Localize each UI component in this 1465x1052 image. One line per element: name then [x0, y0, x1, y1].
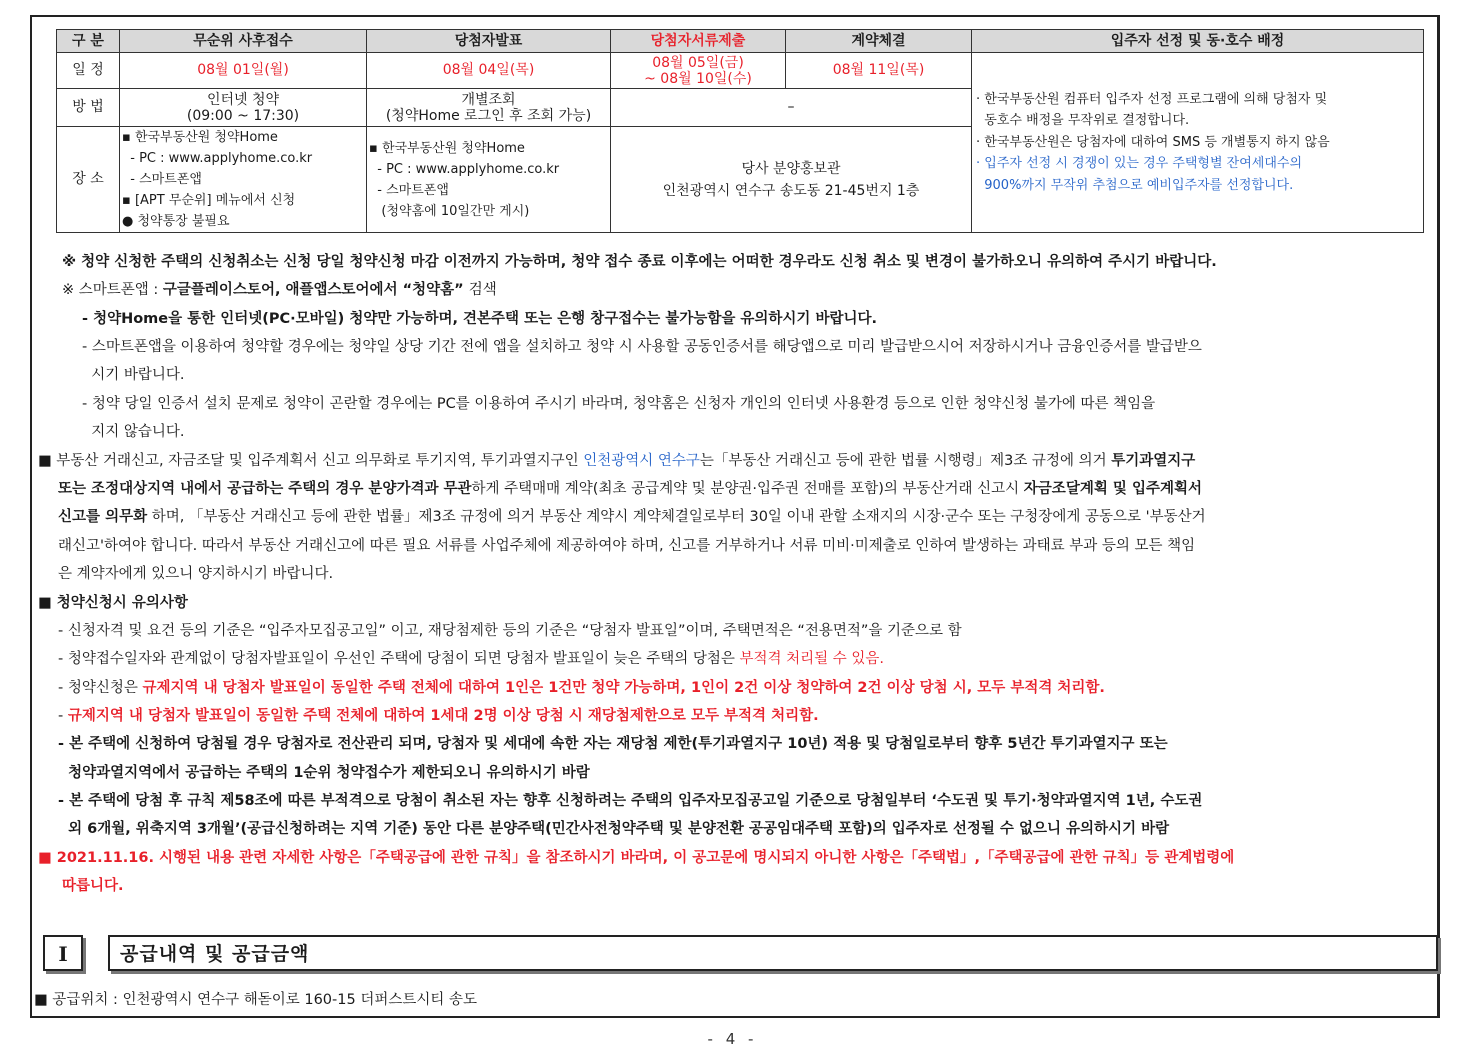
place1-line-1: ▪ 한국부동산원 청약Home — [122, 130, 278, 145]
note-app-install-cont: 시기 바랍니다. — [82, 367, 185, 383]
para-report-3a: 신고를 의무화 — [58, 509, 148, 525]
para-report-2b: 하게 주택매매 계약(최초 공급계약 및 분양권·입주권 전매를 포함)의 부동산거래 신고시 — [471, 481, 1024, 497]
method-unranked — [120, 89, 367, 127]
place-announcement — [367, 127, 611, 233]
header-unranked-application: 무순위 사후접수 — [120, 30, 367, 53]
note-household-rule — [58, 704, 819, 725]
note-smartphone-stores: 구글플레이스토어, 애플앱스토어에서 “청약홈” — [162, 282, 469, 298]
note-priority-warning: 부적격 처리될 수 있음. — [739, 651, 884, 667]
header-category: 구 분 — [57, 30, 120, 53]
assignment-line-3: · 한국부동산원은 당첨자에 대하여 SMS 등 개별통지 하지 않음 — [976, 134, 1330, 150]
heading-application-notes: ■ 청약신청시 유의사항 — [38, 595, 188, 611]
date-unranked: 08월 01일(월) — [120, 53, 367, 89]
method-dash: – — [611, 89, 972, 127]
para-report-line-1 — [38, 449, 1195, 470]
date-documents — [611, 53, 786, 89]
assignment-line-4: · 입주자 선정 시 경쟁이 있는 경우 주택형별 잔여세대수의 — [976, 156, 1303, 172]
place-unranked — [120, 127, 367, 233]
schedule-date-row — [57, 53, 1424, 89]
section-title: 공급내역 및 공급금액 — [108, 935, 1438, 971]
para-report-line-5: 은 계약자에게 있으니 양지하시기 바랍니다. — [58, 566, 334, 582]
note-rewin-limit: - 본 주택에 신청하여 당첨될 경우 당첨자로 전산관리 되며, 당첨자 및 세대에 속한 자는 재당첨 제한(투기과열지구 10년) 적용 및 당첨일로부터 향후 5년간 투기과열지구 또는 — [58, 736, 1168, 752]
place1-line-3: - 스마트폰앱 — [122, 172, 202, 187]
header-assignment: 입주자 선정 및 동·호수 배정 — [972, 30, 1424, 53]
place-office-address: 인천광역시 연수구 송도동 21-45번지 1층 — [662, 182, 920, 199]
note-criteria: - 신청자격 및 요건 등의 기준은 “입주자모집공고일” 이고, 재당첨제한 등의 기준은 “당첨자 발표일”이며, 주택면적은 “전용면적”을 기준으로 함 — [58, 623, 962, 639]
place-office-name: 당사 분양홍보관 — [741, 160, 841, 177]
para-regulation: ■ 2021.11.16. 시행된 내용 관련 자세한 사항은「주택공급에 관한 규칙」을 참조하시기 바라며, 이 공고문에 명시되지 아니한 사항은「주택법」,「주택공급에 관한 규칙」등 관계법령에 — [38, 850, 1235, 866]
place1-line-4: ▪ [APT 무순위] 메뉴에서 신청 — [122, 193, 296, 208]
method-login: (청약Home 로그인 후 조회 가능) — [385, 107, 592, 124]
date-announcement: 08월 04일(목) — [367, 53, 611, 89]
note-certificate-cont: 지지 않습니다. — [82, 424, 185, 440]
row-label-place: 장 소 — [57, 127, 120, 233]
method-announcement — [367, 89, 611, 127]
note-smartphone-label: ※ 스마트폰앱 : — [62, 282, 163, 298]
note-smartphone — [62, 278, 497, 299]
section-heading — [43, 935, 1440, 973]
page-number: - 4 - — [707, 1030, 758, 1048]
note-household-text: 규제지역 내 당첨자 발표일이 동일한 주택 전체에 대하여 1세대 2명 이상 당첨 시 재당첨제한으로 모두 부적격 처리함. — [67, 708, 819, 724]
note-disqualification: - 본 주택에 당첨 후 규칙 제58조에 따른 부적격으로 당첨이 취소된 자는 향후 신청하려는 주택의 입주자모집공고일 기준으로 당첨일부터 ‘수도권 및 투기·청약과열지역 1년, 수도권 — [58, 793, 1203, 809]
section-number: I — [43, 935, 83, 971]
note-cancellation: ※ 청약 신청한 주택의 신청취소는 신청 당일 청약신청 마감 이전까지 가능하며, 청약 접수 종료 이후에는 어떠한 경우라도 신청 취소 및 변경이 불가하오니 유의하여 주시기 바랍니다. — [62, 254, 1217, 270]
note-priority — [58, 647, 884, 668]
para-report-2c: 자금조달계획 및 입주계획서 — [1023, 481, 1202, 497]
para-regulation-cont: 따릅니다. — [62, 878, 124, 894]
place1-line-5: ● 청약통장 불필요 — [122, 214, 230, 229]
note-certificate: - 청약 당일 인증서 설치 문제로 청약이 곤란할 경우에는 PC를 이용하여 주시기 바라며, 청약홈은 신청자 개인의 인터넷 사용환경 등으로 인한 청약신청 불가에 따른 책임을 — [82, 396, 1156, 412]
note-priority-text: - 청약접수일자와 관계없이 당첨자발표일이 우선인 주택에 당첨이 되면 당첨자 발표일이 늦은 주택의 당첨은 — [58, 651, 740, 667]
place-office — [611, 127, 972, 233]
note-rewin-limit-cont: 청약과열지역에서 공급하는 주택의 1순위 청약접수가 제한되오니 유의하시기 바람 — [58, 765, 590, 781]
place2-line-2: - PC : www.applyhome.co.kr — [369, 161, 560, 177]
para-report-line-2 — [58, 477, 1202, 498]
para-report-region: 인천광역시 연수구 — [583, 453, 700, 469]
note-internet-only: - 청약Home을 통한 인터넷(PC·모바일) 청약만 가능하며, 견본주택 또는 은행 창구접수는 불가능함을 유의하시기 바랍니다. — [82, 311, 877, 327]
para-report-line-3 — [58, 505, 1206, 526]
schedule-table — [56, 29, 1424, 233]
assignment-line-5: 900%까지 무작위 추첨으로 예비입주자를 선정합니다. — [976, 177, 1294, 193]
assignment-cell — [972, 53, 1424, 233]
assignment-line-1: · 한국부동산원 컴퓨터 입주자 선정 프로그램에 의해 당첨자 및 — [976, 91, 1328, 107]
note-disqualification-cont: 외 6개월, 위축지역 3개월’(공급신청하려는 지역 기준) 동안 다른 분양주택(민간사전청약주택 및 분양전환 공공임대주택 포함)의 입주자로 선정될 수 없으니 유의하시기 바람 — [58, 821, 1170, 837]
para-report-1c: 는「부동산 거래신고 등에 관한 법률 시행령」제3조 규정에 의거 — [699, 453, 1112, 469]
date-documents-start: 08월 05일(금) — [652, 54, 744, 71]
assignment-line-2: 동호수 배정을 무작위로 결정합니다. — [976, 113, 1190, 129]
note-household-prefix: - — [58, 708, 68, 724]
para-report-line-4: 래신고'하여야 합니다. 따라서 부동산 거래신고에 따른 필요 서류를 사업주체에 제공하여야 하며, 신고를 거부하거나 서류 미비·미제출로 인하여 발생하는 과태료 부과 등의 모든 책임 — [58, 538, 1196, 554]
place2-line-3: - 스마트폰앱 — [369, 182, 449, 198]
place2-line-4: (청약홈에 10일간만 게시) — [369, 203, 530, 219]
note-app-install: - 스마트폰앱을 이용하여 청약할 경우에는 청약일 상당 기간 전에 앱을 설치하고 청약 시 사용할 공동인증서를 해당앱으로 미리 발급받으시어 저장하시거나 금융인증서를 발급받으 — [82, 339, 1202, 355]
date-documents-end: ~ 08월 10일(수) — [644, 70, 752, 87]
row-label-date: 일 정 — [57, 53, 120, 89]
header-contract: 계약체결 — [786, 30, 972, 53]
para-report-1a: ■ 부동산 거래신고, 자금조달 및 입주계획서 신고 의무화로 투기지역, 투기과열지구인 — [38, 453, 584, 469]
place1-line-2: - PC : www.applyhome.co.kr — [122, 151, 313, 166]
para-report-3b: 하며, 「부동산 거래신고 등에 관한 법률」제3조 규정에 의거 부동산 계약시 계약체결일로부터 30일 이내 관할 소재지의 시장·군수 또는 구청장에게 공동으로 '부동산거 — [147, 509, 1206, 525]
note-single-rule: 규제지역 내 당첨자 발표일이 동일한 주택 전체에 대하여 1인은 1건만 청약 가능하며, 1인이 2건 이상 청약하여 2건 이상 당첨 시, 모두 부적격 처리함. — [142, 680, 1105, 696]
date-contract: 08월 11일(목) — [786, 53, 972, 89]
method-individual: 개별조회 — [461, 91, 516, 108]
para-report-1d: 투기과열지구 — [1111, 453, 1196, 469]
place2-line-1: ▪ 한국부동산원 청약Home — [369, 140, 525, 156]
row-label-method: 방 법 — [57, 89, 120, 127]
method-internet: 인터넷 청약 — [206, 91, 280, 108]
method-hours: (09:00 ~ 17:30) — [186, 107, 300, 124]
note-smartphone-search: 검색 — [468, 282, 497, 298]
note-single-application — [58, 676, 1105, 697]
header-document-submission: 당첨자서류제출 — [611, 30, 786, 53]
supply-location: ■ 공급위치 : 인천광역시 연수구 해돋이로 160-15 더퍼스트시티 송도 — [34, 992, 477, 1008]
note-single-prefix: - 청약신청은 — [58, 680, 143, 696]
schedule-header-row — [57, 30, 1424, 53]
header-winner-announcement: 당첨자발표 — [367, 30, 611, 53]
para-report-2a: 또는 조정대상지역 내에서 공급하는 주택의 경우 분양가격과 무관 — [58, 481, 472, 497]
